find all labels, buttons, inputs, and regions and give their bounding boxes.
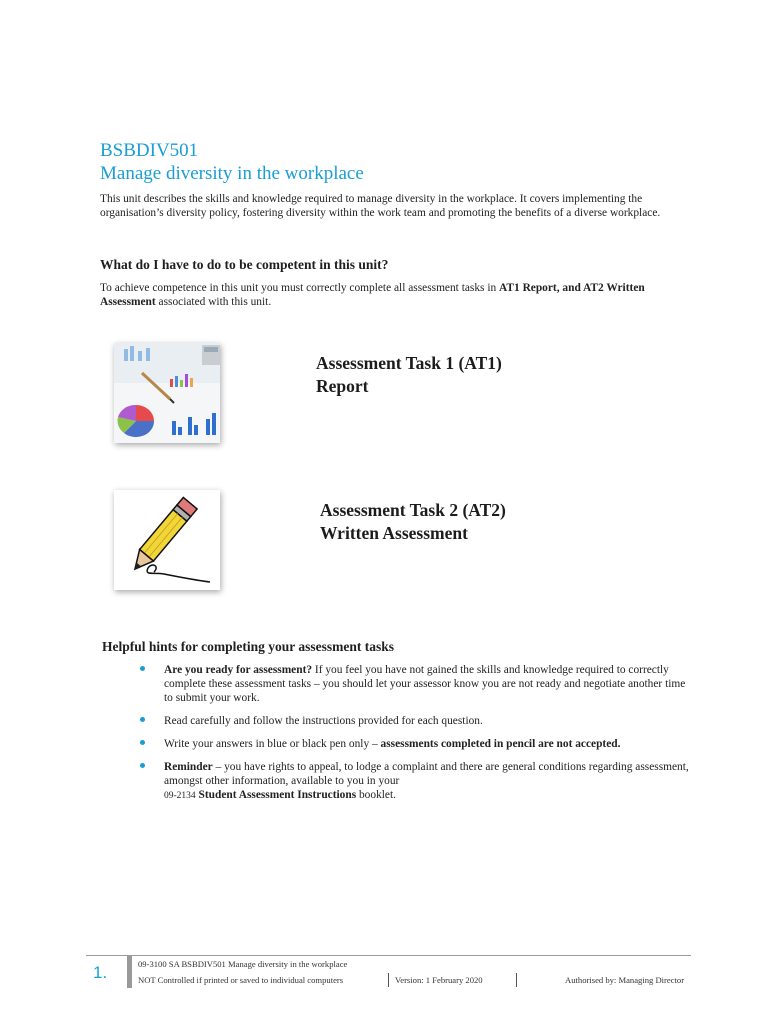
footer-accent-bar [127,956,132,988]
list-item: Read carefully and follow the instructions provided for each question. [130,714,690,728]
bullet-icon [140,763,145,768]
chart-report-icon [114,343,220,443]
competence-text: To achieve competence in this unit you must correctly complete all assessment tasks in AT1 Report, and AT2 Written Assessment associated with this unit. [100,282,645,308]
footer-divider [86,955,691,956]
footer-separator [516,973,517,987]
list-item: Are you ready for assessment? If you feel you have not gained the skills and knowledge required to correctly complete these assessment tasks – you should let your assessor know you are not ready and negotiate another time to submit your work. [130,663,690,705]
task-1-name: Assessment Task 1 (AT1) [316,353,502,373]
bullet-icon [140,740,145,745]
task-2-name: Assessment Task 2 (AT2) [320,500,506,520]
page-number: 1. [93,963,108,982]
bullet-icon [140,717,145,722]
hints-heading: Helpful hints for completing your assessment tasks [102,639,395,654]
pencil-icon [114,490,220,590]
list-item: Reminder – you have rights to appeal, to lodge a complaint and there are general conditions regarding assessment, amongst other information, available to you in your 09-2134 Student Assessment Instructions booklet. [130,760,690,803]
task-1-title [316,352,502,398]
task-2-title [320,499,506,545]
bullet-icon [140,666,145,671]
footer-control-notice: NOT Controlled if printed or saved to individual computers [138,975,344,985]
footer-separator [388,973,389,987]
footer-authorised: Authorised by: Managing Director [565,975,685,985]
competence-heading: What do I have to do to be competent in this unit? [100,257,389,272]
unit-code: BSBDIV501 [100,140,199,161]
unit-description: This unit describes the skills and knowledge required to manage diversity in the workplace. It covers implementing the organisation’s diversity policy, fostering diversity within the work team and promoting the benefits of a diverse workplace. [100,193,661,219]
list-item: Write your answers in blue or black pen only – assessments completed in pencil are not accepted. [130,737,690,751]
unit-title: Manage diversity in the workplace [100,163,364,184]
task-1-type: Report [316,376,369,396]
hints-list [130,663,690,812]
footer-doc-ref: 09-3100 SA BSBDIV501 Manage diversity in the workplace [138,959,348,969]
task-2-type: Written Assessment [320,523,468,543]
footer-version: Version: 1 February 2020 [395,975,483,985]
